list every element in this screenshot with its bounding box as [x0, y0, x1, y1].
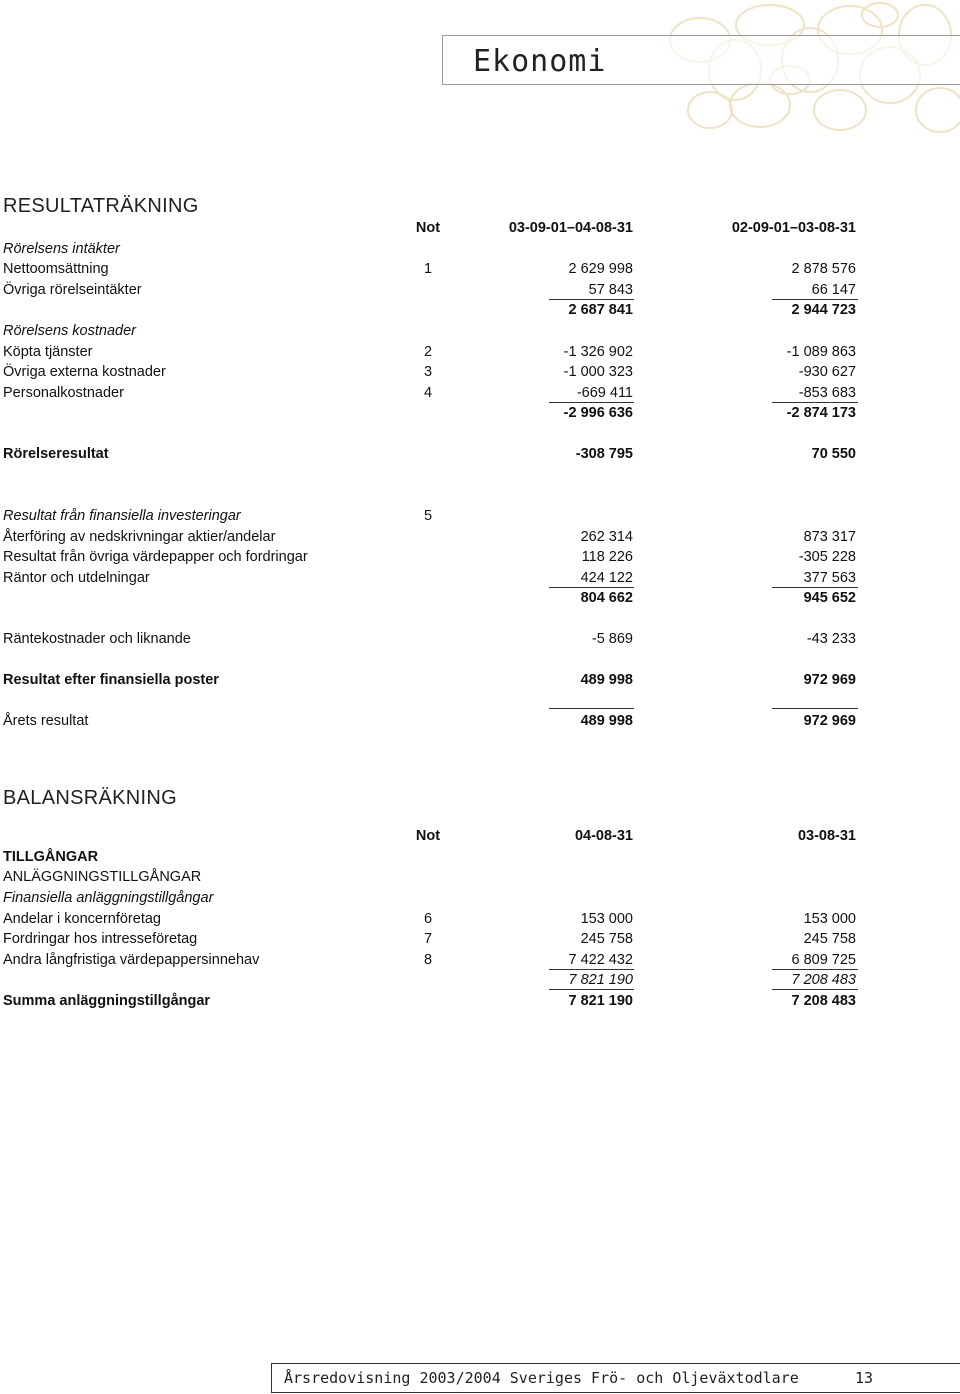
table-row [0, 364, 960, 384]
table-row [0, 869, 960, 889]
row-value-current: 262 314 [580, 529, 633, 545]
row-value-current: -669 411 [576, 385, 633, 401]
row-value-previous: 153 000 [803, 911, 856, 927]
row-value-current: 489 998 [580, 713, 633, 729]
row-label: Andelar i koncernföretag [3, 911, 161, 927]
row-value-previous: 377 563 [803, 570, 856, 586]
table-row [0, 631, 960, 651]
row-note: 4 [423, 385, 433, 401]
row-value-previous: -853 683 [798, 385, 856, 401]
note-column-header: Not [415, 220, 441, 236]
table-row [0, 931, 960, 951]
row-value-previous: -1 089 863 [786, 344, 856, 360]
row-note: 8 [423, 952, 433, 968]
row-value-current: 2 629 998 [568, 261, 633, 277]
balance-header-row [0, 828, 960, 848]
row-value-current: -1 326 902 [563, 344, 633, 360]
sum-rule [772, 299, 858, 300]
row-value-current: -1 000 323 [563, 364, 633, 380]
sum-rule [549, 969, 634, 970]
row-label: Resultat efter finansiella poster [3, 672, 219, 688]
row-value-previous: 945 652 [803, 590, 856, 606]
row-value-current: -5 869 [591, 631, 633, 647]
row-value-previous: 66 147 [811, 282, 856, 298]
footer-text: Årsredovisning 2003/2004 Sveriges Frö- och Oljeväxtodlare [284, 1369, 799, 1387]
row-value-current: 57 843 [588, 282, 633, 298]
row-value-previous: 2 878 576 [791, 261, 856, 277]
row-value-previous: 6 809 725 [791, 952, 856, 968]
row-note: 2 [423, 344, 433, 360]
subtotal-row [0, 405, 960, 425]
current-date-header: 04-08-31 [574, 828, 633, 844]
row-value-current: 118 226 [581, 549, 633, 565]
row-note: 5 [423, 508, 433, 524]
row-value-current: 7 422 432 [568, 952, 633, 968]
sum-rule [549, 989, 634, 990]
income-statement-heading: RESULTATRÄKNING [3, 195, 199, 217]
row-note: 3 [423, 364, 433, 380]
note-column-header: Not [415, 828, 441, 844]
row-value-current: 153 000 [580, 911, 633, 927]
total-row [0, 672, 960, 692]
row-value-current: 489 998 [580, 672, 633, 688]
row-value-current: 7 821 190 [568, 972, 633, 988]
row-label: Finansiella anläggningstillgångar [3, 890, 214, 906]
row-value-current: 7 821 190 [568, 993, 633, 1009]
sum-rule [549, 708, 634, 709]
sum-rule [772, 708, 858, 709]
row-value-previous: 7 208 483 [791, 993, 856, 1009]
row-label: Resultat från övriga värdepapper och fordringar [3, 549, 308, 565]
row-label: Rörelsens kostnader [3, 323, 136, 339]
row-note: 1 [423, 261, 433, 277]
table-row [0, 529, 960, 549]
table-row [0, 323, 960, 343]
row-value-previous: -930 627 [798, 364, 856, 380]
row-value-previous: 7 208 483 [791, 972, 856, 988]
subtotal-row [0, 590, 960, 610]
row-value-current: 424 122 [580, 570, 633, 586]
row-label: Personalkostnader [3, 385, 124, 401]
page-number: 13 [855, 1369, 874, 1387]
previous-period-header: 02-09-01–03-08-31 [731, 220, 856, 236]
row-value-previous: -43 233 [806, 631, 856, 647]
row-value-previous: 972 969 [803, 713, 856, 729]
sum-rule [549, 402, 634, 403]
sum-rule [549, 299, 634, 300]
current-period-header: 03-09-01–04-08-31 [508, 220, 633, 236]
sum-rule [772, 989, 858, 990]
row-label: Övriga externa kostnader [3, 364, 166, 380]
row-value-previous: 2 944 723 [791, 302, 856, 318]
row-note: 6 [423, 911, 433, 927]
page-footer [271, 1363, 960, 1393]
sum-rule [772, 969, 858, 970]
row-value-current: 245 758 [580, 931, 633, 947]
page-title: Ekonomi [473, 44, 607, 79]
row-label: Räntor och utdelningar [3, 570, 150, 586]
table-row [0, 508, 960, 528]
table-row [0, 241, 960, 261]
net-result-row [0, 713, 960, 733]
row-label: Övriga rörelseintäkter [3, 282, 142, 298]
page-title-box [442, 35, 960, 85]
total-row [0, 446, 960, 466]
row-value-previous: -2 874 173 [786, 405, 856, 421]
row-value-previous: 972 969 [803, 672, 856, 688]
sum-rule [772, 587, 858, 588]
row-label: Årets resultat [3, 713, 89, 729]
balance-sheet-heading: BALANSRÄKNING [3, 787, 177, 809]
row-label: Fordringar hos intresseföretag [3, 931, 198, 947]
row-label: Räntekostnader och liknande [3, 631, 191, 647]
row-value-previous: 245 758 [803, 931, 856, 947]
row-value-previous: 873 317 [803, 529, 856, 545]
row-label: TILLGÅNGAR [3, 849, 99, 865]
row-label: Rörelseresultat [3, 446, 109, 462]
sum-rule [549, 587, 634, 588]
row-value-current: -2 996 636 [563, 405, 633, 421]
table-row [0, 849, 960, 869]
previous-date-header: 03-08-31 [797, 828, 856, 844]
row-label: Återföring av nedskrivningar aktier/andelar [3, 529, 276, 545]
row-value-current: 804 662 [580, 590, 633, 606]
table-row [0, 890, 960, 910]
row-note: 7 [423, 931, 433, 947]
table-row [0, 911, 960, 931]
income-header-row [0, 220, 960, 240]
row-label: Köpta tjänster [3, 344, 93, 360]
row-value-previous: -305 228 [798, 549, 856, 565]
total-row [0, 993, 960, 1013]
row-label: Rörelsens intäkter [3, 241, 120, 257]
row-label: Nettoomsättning [3, 261, 109, 277]
sum-rule [772, 402, 858, 403]
row-value-previous: 70 550 [811, 446, 856, 462]
row-label: Summa anläggningstillgångar [3, 993, 211, 1009]
table-row [0, 261, 960, 281]
row-value-current: -308 795 [575, 446, 633, 462]
row-label: Andra långfristiga värdepappersinnehav [3, 952, 260, 968]
row-label: ANLÄGGNINGSTILLGÅNGAR [3, 869, 202, 885]
subtotal-row [0, 302, 960, 322]
row-value-current: 2 687 841 [568, 302, 633, 318]
table-row [0, 344, 960, 364]
table-row [0, 549, 960, 569]
row-label: Resultat från finansiella investeringar [3, 508, 241, 524]
